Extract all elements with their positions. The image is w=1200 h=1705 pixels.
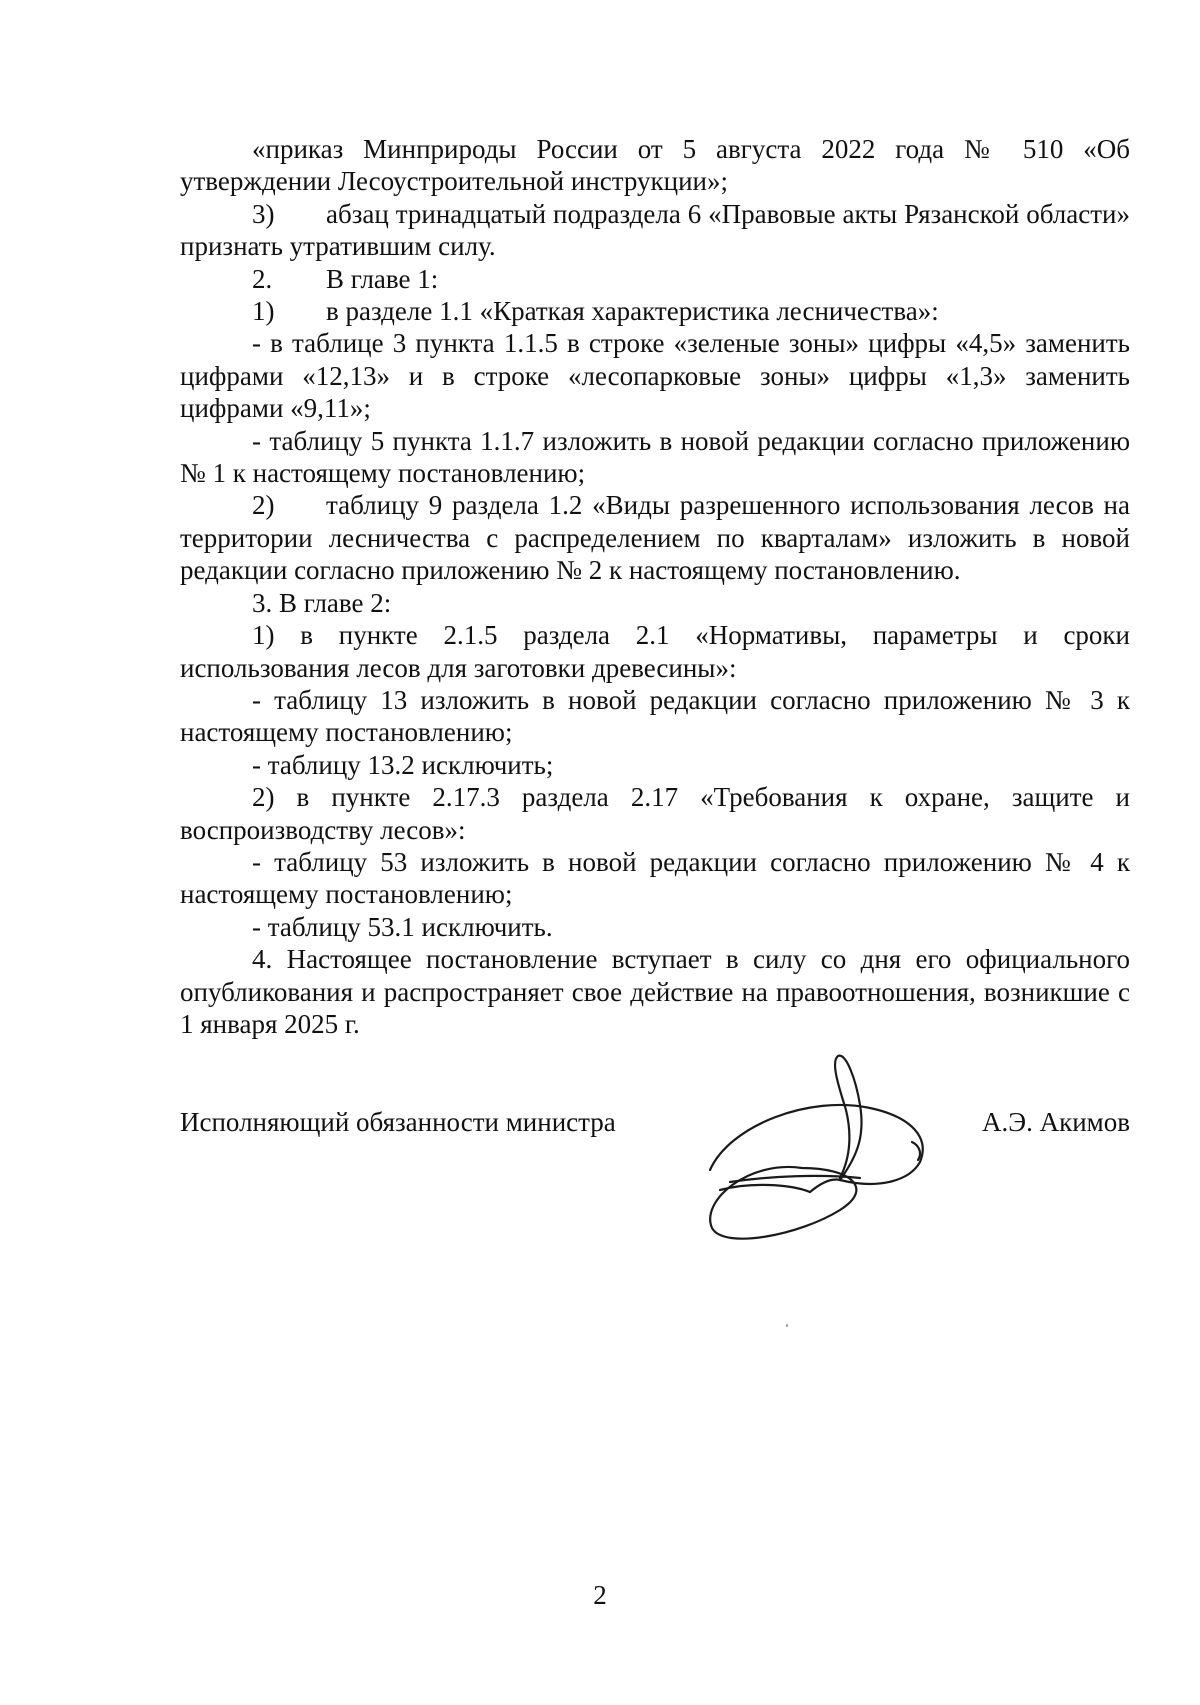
paragraph bbox=[180, 425, 1130, 490]
paragraph-label: 3) bbox=[252, 198, 275, 229]
paragraph bbox=[180, 587, 1130, 619]
paragraph-text: - таблицу 5 пункта 1.1.7 изложить в новой редакции согласно приложению № 1 к настоящему постановлению; bbox=[180, 425, 1130, 489]
page-number: 2 bbox=[593, 1580, 607, 1610]
paragraph-text: абзац тринадцатый подраздела 6 «Правовые акты Рязанской области» признать утратившим силу. bbox=[180, 198, 1130, 262]
paragraph-text: В главе 1: bbox=[326, 263, 439, 294]
paragraph bbox=[180, 911, 1130, 943]
paragraph-text: - таблицу 13 изложить в новой редакции согласно приложению № 3 к настоящему постановлению; bbox=[180, 684, 1130, 748]
paragraph-label: 2. bbox=[252, 263, 273, 294]
paragraph-text: - таблицу 53.1 исключить. bbox=[252, 911, 553, 942]
paragraph bbox=[180, 198, 1130, 263]
paragraph bbox=[180, 327, 1130, 424]
paragraph-text: 2) в пункте 2.17.3 раздела 2.17 «Требования к охране, защите и воспроизводству лесов»: bbox=[180, 782, 1130, 845]
paragraph-text: - таблицу 53 изложить в новой редакции согласно приложению № 4 к настоящему постановлению; bbox=[180, 846, 1130, 910]
signatory-name: А.Э. Акимов bbox=[982, 1107, 1130, 1137]
paragraph bbox=[180, 489, 1130, 586]
paragraph bbox=[180, 133, 1130, 198]
paragraph-text: 3. В главе 2: bbox=[252, 587, 392, 618]
handwritten-signature bbox=[690, 1050, 950, 1240]
paragraph bbox=[180, 619, 1130, 684]
paragraph-text: - таблицу 13.2 исключить; bbox=[252, 749, 554, 780]
paragraph bbox=[180, 846, 1130, 911]
signature-block bbox=[180, 1107, 1130, 1147]
paragraph-label: 2) bbox=[252, 490, 275, 521]
signatory-position: Исполняющий обязанности министра bbox=[180, 1107, 616, 1137]
document-body bbox=[180, 133, 1130, 1040]
paragraph-text: «приказ Минприроды России от 5 августа 2022 года № 510 «Об утверждении Лесоустроительной инструкции»; bbox=[180, 134, 1130, 197]
paragraph bbox=[180, 781, 1130, 846]
scan-speck bbox=[786, 1324, 788, 1327]
paragraph bbox=[180, 295, 1130, 327]
paragraph-text: 1) в пункте 2.1.5 раздела 2.1 «Нормативы, параметры и сроки использования лесов для заготовки древесины»: bbox=[180, 620, 1130, 683]
paragraph-label: 1) bbox=[252, 296, 275, 327]
paragraph-text: в разделе 1.1 «Краткая характеристика лесничества»: bbox=[326, 296, 939, 327]
paragraph-text: 4. Настоящее постановление вступает в силу со дня его официального опубликования и распространяет свое действие на правоотношения, возникшие с 1 января 2025 г. bbox=[180, 944, 1130, 1039]
paragraph bbox=[180, 684, 1130, 749]
paragraph-text: - в таблице 3 пункта 1.1.5 в строке «зеленые зоны» цифры «4,5» заменить цифрами «12,13» и в строке «лесопарковые зоны» цифры «1,3» заменить цифрами «9,11»; bbox=[180, 328, 1130, 424]
paragraph bbox=[180, 263, 1130, 295]
paragraph-text: таблицу 9 раздела 1.2 «Виды разрешенного использования лесов на территории лесничества с распределением по кварталам» изложить в новой редакции согласно приложению № 2 к настоящему постановлению. bbox=[180, 490, 1130, 586]
paragraph bbox=[180, 749, 1130, 781]
paragraph bbox=[180, 943, 1130, 1040]
